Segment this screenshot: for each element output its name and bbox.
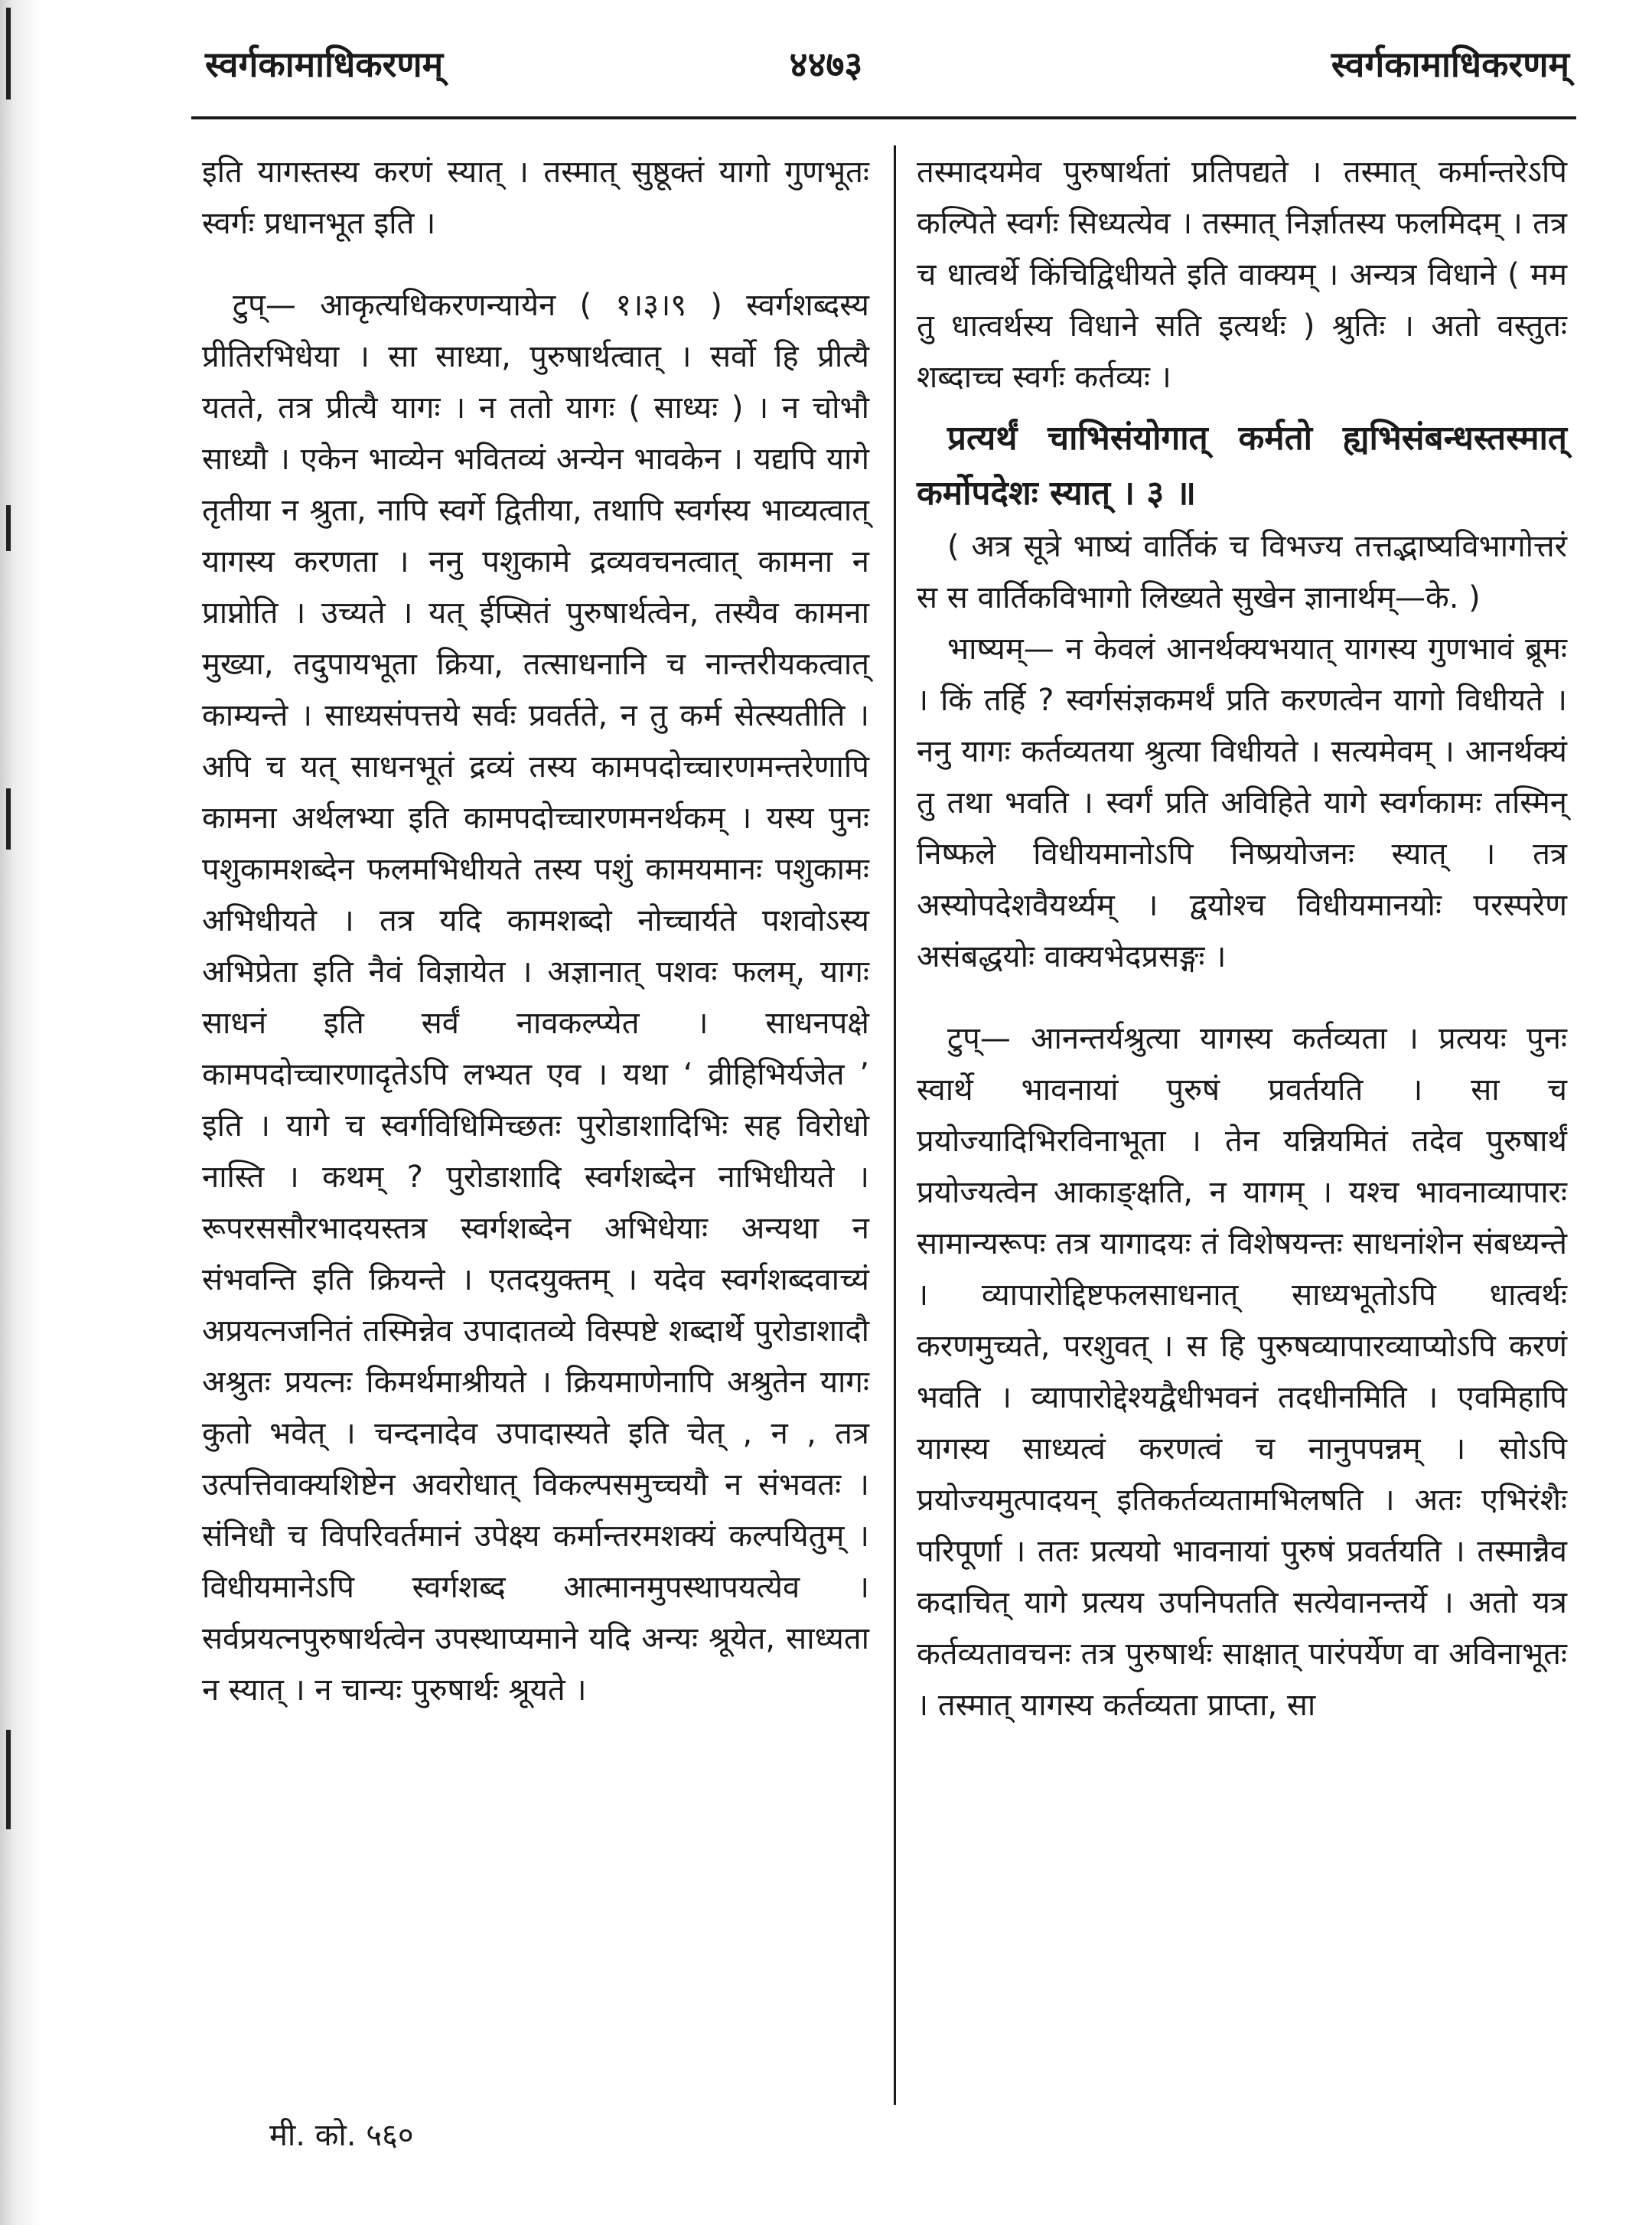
scan-mark [6,1730,11,1829]
editorial-note: ( अत्र सूत्रे भाष्यं वार्तिकं च विभज्य तत्तद्भाष्यविभागोत्तरं स स वार्तिकविभागो लिख्यते सुखेन ज्ञानार्थम्—के. ) [917,529,1567,615]
scan-edge [0,0,40,2225]
tup-commentary: टुप्— आनन्तर्यश्रुत्या यागस्य कर्तव्यता । प्रत्ययः पुनः स्वार्थे भावनायां पुरुषं प्रवर्तयति । सा च प्रयोज्यादिभिरविनाभूता । तेन यन्नियमितं तदेव पुरुषार्थं प्रयोज्यत्वेन आकाङ्क्षति, न यागम् । यश्च भावनाव्यापारः सामान्यरूपः तत्र यागादयः तं विशेषयन्तः साधनांशेन संबध्यन्ते । व्यापारोद्दिष्टफलसाधनात् साध्यभूतोऽपि धात्वर्थः करणमुच्यते, परशुवत् । स हि पुरुषव्यापारव्याप्योऽपि करणं भवति । व्यापारोद्देश्यद्वैधीभवनं तदधीनमिति । एवमिहापि यागस्य साध्यत्वं करणत्वं च नानुपपन्नम् । सोऽपि प्रयोज्यमुत्पादयन् इतिकर्तव्यतामभिलषति । अतः एभिरंशैः परिपूर्णा । ततः प्रत्ययो भावनायां पुरुषं प्रवर्तयति । तस्मान्नैव कदाचित् यागे प्रत्यय उपनिपतति सत्येवानन्तर्ये । अतो यत्र कर्तव्यतावचनः तत्र पुरुषार्थः साक्षात् पारंपर्येण वा अविनाभूतः । तस्मात् यागस्य कर्तव्यता प्राप्ता, सा [917,1021,1567,1723]
tup-commentary: टुप्— आकृत्यधिकरणन्यायेन ( १।३।९ ) स्वर्गशब्दस्य प्रीतिरभिधेया । सा साध्या, पुरुषार्थत्वात् । सर्वो हि प्रीत्यै यतते, तत्र प्रीत्यै यागः । न ततो यागः ( साध्यः ) । न चोभौ साध्यौ । एकेन भाव्येन भवितव्यं अन्येन भावकेन । यद्यपि यागे तृतीया न श्रुता, नापि स्वर्गे द्वितीया, तथापि स्वर्गस्य भाव्यत्वात् यागस्य करणता । ननु पशुकामे द्रव्यवचनत्वात् कामना न प्राप्नोति । उच्यते । यत् ईप्सितं पुरुषार्थत्वेन, तस्यैव कामना मुख्या, तदुपायभूता क्रिया, तत्साधनानि च नान्तरीयकत्वात् काम्यन्ते । साध्यसंपत्तये सर्वः प्रवर्तते, न तु कर्म सेत्स्यतीति । अपि च यत् साधनभूतं द्रव्यं तस्य कामपदोच्चारणमन्तरेणापि कामना अर्थलभ्या इति कामपदोच्चारणमनर्थकम् । यस्य पुनः पशुकामशब्देन फलमभिधीयते तस्य पशुं कामयमानः पशुकामः अभिधीयते । तत्र यदि कामशब्दो नोच्चार्यते पशवोऽस्य अभिप्रेता इति नैवं विज्ञायेत । अज्ञानात् पशवः फलम्, यागः साधनं इति सर्वं नावकल्प्येत । साधनपक्षे कामपदोच्चारणादृतेऽपि लभ्यत एव । यथा ‘ व्रीहिभिर्यजेत ’ इति । यागे च स्वर्गविधिमिच्छतः पुरोडाशादिभिः सह विरोधो नास्ति । कथम् ? पुरोडाशादि स्वर्गशब्देन नाभिधीयते । रूपरससौरभादयस्तत्र स्वर्गशब्देन अभिधेयाः अन्यथा न संभवन्ति इति क्रियन्ते । एतदयुक्तम् । यदेव स्वर्गशब्दवाच्यं अप्रयत्नजनितं तस्मिन्नेव उपादातव्ये विस्पष्टे शब्दार्थे पुरोडाशादौ अश्रुतः प्रयत्नः किमर्थमाश्रीयते । क्रियमाणेनापि अश्रुतेन यागः कुतो भवेत् । चन्दनादेव उपादास्यते इति चेत् , न , तत्र उत्पत्तिवाक्यशिष्टेन अवरोधात् विकल्पसमुच्चयौ न संभवतः । संनिधौ च विपरिवर्तमानं उपेक्ष्य कर्मान्तरमशक्यं कल्पयितुम् । विधीयमानेऽपि स्वर्गशब्द आत्मानमुपस्थापयत्येव । सर्वप्रयत्नपुरुषार्थत्वेन उपस्थाप्यमाने यदि अन्यः श्रूयेत, साध्यता न स्यात् । न चान्यः पुरुषार्थः श्रूयते । [202,288,870,1708]
running-title-left: स्वर्गकामाधिकरणम् [205,44,444,85]
scan-mark [6,505,11,551]
paragraph: इति यागस्तस्य करणं स्यात् । तस्मात् सुष्ठूक्तं यागो गुणभूतः स्वर्गः प्रधानभूत इति । [202,155,869,241]
sutra-text: प्रत्यर्थं चाभिसंयोगात् कर्मतो ह्यभिसंबन्धस्तस्मात् कर्मोपदेशः स्यात् । ३ ॥ [917,419,1567,513]
column-divider [894,145,896,2105]
header-rule [191,116,1576,119]
left-column [202,147,869,1716]
running-title-right: स्वर्गकामाधिकरणम् [1331,44,1569,85]
right-column [917,147,1567,1731]
bhashya-text: भाष्यम्— न केवलं आनर्थक्यभयात् यागस्य गुणभावं ब्रूमः । किं तर्हि ? स्वर्गसंज्ञकमर्थं प्रति करणत्वेन यागो विधीयते । ननु यागः कर्तव्यतया श्रुत्या विधीयते । सत्यमेवम् । आनर्थक्यं तु तथा भवति । स्वर्गं प्रति अविहिते यागे स्वर्गकामः तस्मिन् निष्फले विधीयमानोऽपि निष्प्रयोजनः स्यात् । तत्र अस्योपदेशवैयर्थ्यम् । द्वयोश्च विधीयमानयोः परस्परेण असंबद्धयोः वाक्यभेदप्रसङ्गः । [917,631,1567,974]
page-number: ४४७३ [789,44,863,85]
footer-signature: मी. को. ५६० [269,2118,414,2153]
scan-mark [6,788,11,850]
paragraph: तस्मादयमेव पुरुषार्थतां प्रतिपद्यते । तस्मात् कर्मान्तरेऽपि कल्पिते स्वर्गः सिध्यत्येव । तस्मात् निर्ज्ञातस्य फलमिदम् । तत्र च धात्वर्थे किंचिद्विधीयते इति वाक्यम् । अन्यत्र विधाने ( मम तु धात्वर्थस्य विधाने सति इत्यर्थः ) श्रुतिः । अतो वस्तुतः शब्दाच्च स्वर्गः कर्तव्यः । [917,155,1567,395]
